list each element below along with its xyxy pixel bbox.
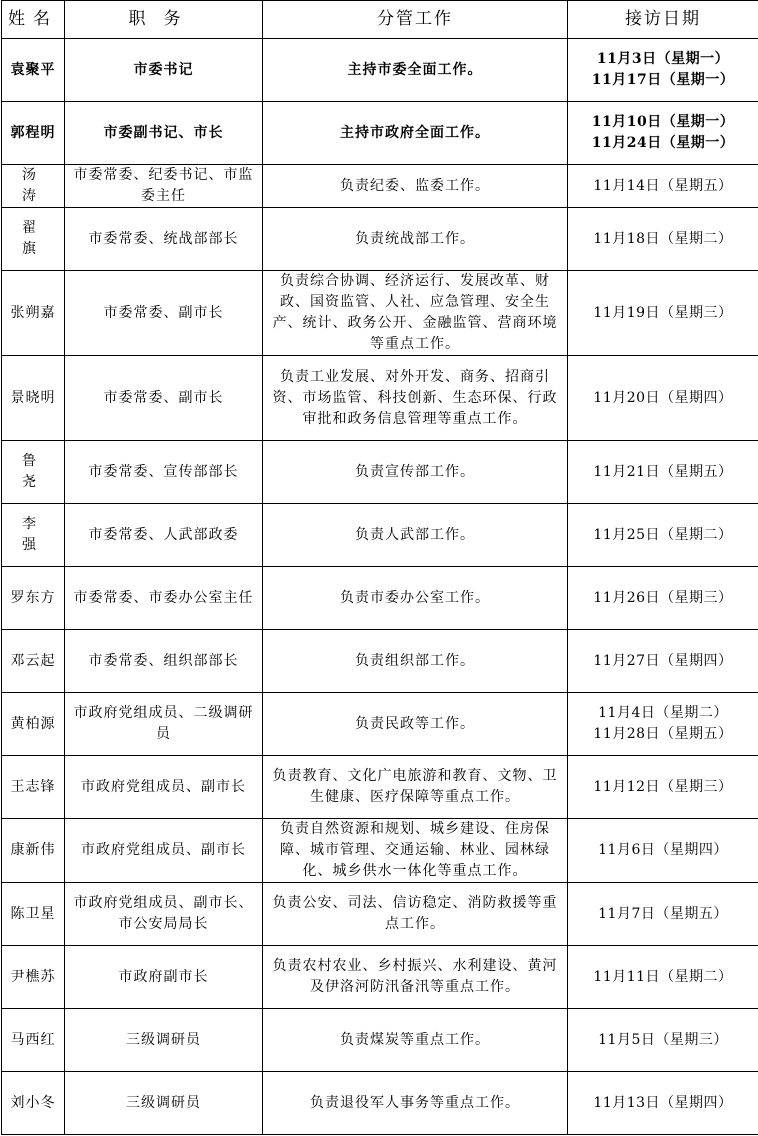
cell-date xyxy=(568,208,758,271)
cell-date xyxy=(568,946,758,1009)
reception-date: 11月24日（星期一） xyxy=(591,135,735,151)
cell-duty: 负责自然资源和规划、城乡建设、住房保障、城市管理、交通运输、林业、园林绿化、城乡供水一体化等重点工作。 xyxy=(263,819,568,883)
cell-duty: 负责市委办公室工作。 xyxy=(263,567,568,630)
cell-date xyxy=(568,441,758,504)
cell-date xyxy=(568,165,758,208)
reception-date: 11月3日（星期一） xyxy=(596,51,730,67)
reception-date: 11月21日（星期五） xyxy=(593,463,733,480)
reception-date: 11月28日（星期五） xyxy=(593,726,733,742)
cell-date xyxy=(568,356,758,441)
header-position: 职务 xyxy=(65,1,263,39)
table-row xyxy=(2,1072,758,1135)
header-date: 接访日期 xyxy=(568,1,758,39)
cell-position: 市政府副市长 xyxy=(65,946,263,1009)
header-duty: 分管工作 xyxy=(263,1,568,39)
table-row xyxy=(2,819,758,883)
cell-position: 市委书记 xyxy=(65,39,263,102)
reception-date: 11月20日（星期四） xyxy=(593,389,733,406)
reception-date: 11月25日（星期二） xyxy=(593,526,733,543)
reception-date: 11月27日（星期四） xyxy=(593,652,733,669)
cell-duty: 负责工业发展、对外开发、商务、招商引资、市场监管、科技创新、生态环保、行政审批和政务信息管理等重点工作。 xyxy=(263,356,568,441)
cell-name: 邓云起 xyxy=(2,630,65,693)
header-row xyxy=(2,1,758,39)
cell-date xyxy=(568,819,758,883)
reception-date: 11月11日（星期二） xyxy=(593,968,733,985)
table-row xyxy=(2,567,758,630)
cell-name: 陈卫星 xyxy=(2,883,65,946)
cell-position: 市政府党组成员、副市长 xyxy=(65,819,263,883)
header-name: 姓名 xyxy=(2,1,65,39)
reception-date: 11月4日（星期二） xyxy=(598,705,728,721)
cell-position: 三级调研员 xyxy=(65,1072,263,1135)
table-row xyxy=(2,883,758,946)
cell-date xyxy=(568,102,758,165)
cell-date xyxy=(568,504,758,567)
cell-name: 王志锋 xyxy=(2,756,65,819)
cell-name: 刘小冬 xyxy=(2,1072,65,1135)
table-row xyxy=(2,1009,758,1072)
cell-position: 市委常委、副市长 xyxy=(65,356,263,441)
table-row xyxy=(2,208,758,271)
cell-duty: 负责煤炭等重点工作。 xyxy=(263,1009,568,1072)
reception-date: 11月7日（星期五） xyxy=(598,905,728,922)
table-row xyxy=(2,165,758,208)
cell-name: 郭程明 xyxy=(2,102,65,165)
cell-duty: 主持市委全面工作。 xyxy=(263,39,568,102)
cell-position: 市委常委、组织部部长 xyxy=(65,630,263,693)
cell-date xyxy=(568,756,758,819)
cell-duty: 负责教育、文化广电旅游和教育、文物、卫生健康、医疗保障等重点工作。 xyxy=(263,756,568,819)
table-row xyxy=(2,693,758,756)
cell-duty: 负责公安、司法、信访稳定、消防救援等重点工作。 xyxy=(263,883,568,946)
cell-position: 市委常委、市委办公室主任 xyxy=(65,567,263,630)
cell-name: 景晓明 xyxy=(2,356,65,441)
cell-position: 市委常委、纪委书记、市监委主任 xyxy=(65,165,263,208)
table-row xyxy=(2,441,758,504)
reception-schedule-table xyxy=(1,0,758,1135)
cell-name: 袁聚平 xyxy=(2,39,65,102)
reception-date: 11月18日（星期二） xyxy=(593,230,733,247)
cell-duty: 负责退役军人事务等重点工作。 xyxy=(263,1072,568,1135)
reception-date: 11月6日（星期四） xyxy=(598,842,728,858)
cell-duty: 负责人武部工作。 xyxy=(263,504,568,567)
table-row xyxy=(2,756,758,819)
cell-name: 马西红 xyxy=(2,1009,65,1072)
cell-position: 市政府党组成员、副市长、市公安局局长 xyxy=(65,883,263,946)
cell-name: 尹樵苏 xyxy=(2,946,65,1009)
reception-date: 11月5日（星期三） xyxy=(598,1031,728,1048)
cell-name: 汤涛 xyxy=(2,165,65,208)
cell-duty: 负责纪委、监委工作。 xyxy=(263,165,568,208)
cell-position: 三级调研员 xyxy=(65,1009,263,1072)
cell-duty: 主持市政府全面工作。 xyxy=(263,102,568,165)
table-row xyxy=(2,356,758,441)
cell-date xyxy=(568,39,758,102)
cell-duty: 负责民政等工作。 xyxy=(263,693,568,756)
cell-name: 张朔嘉 xyxy=(2,271,65,356)
table-row xyxy=(2,946,758,1009)
cell-position: 市委常委、宣传部部长 xyxy=(65,441,263,504)
reception-date: 11月10日（星期一） xyxy=(591,114,735,130)
cell-position: 市政府党组成员、二级调研员 xyxy=(65,693,263,756)
table-row xyxy=(2,630,758,693)
table-body xyxy=(2,39,758,1135)
reception-date: 11月26日（星期三） xyxy=(593,589,733,606)
cell-position: 市委常委、统战部部长 xyxy=(65,208,263,271)
cell-duty: 负责宣传部工作。 xyxy=(263,441,568,504)
cell-date xyxy=(568,693,758,756)
cell-name: 罗东方 xyxy=(2,567,65,630)
cell-date xyxy=(568,883,758,946)
table-row xyxy=(2,271,758,356)
cell-date xyxy=(568,1009,758,1072)
cell-date xyxy=(568,1072,758,1135)
cell-name: 鲁尧 xyxy=(2,441,65,504)
cell-date xyxy=(568,271,758,356)
cell-date xyxy=(568,630,758,693)
cell-position: 市委常委、副市长 xyxy=(65,271,263,356)
reception-date: 11月17日（星期一） xyxy=(591,72,735,88)
reception-date: 11月19日（星期三） xyxy=(593,304,733,321)
cell-position: 市委常委、人武部政委 xyxy=(65,504,263,567)
cell-duty: 负责综合协调、经济运行、发展改革、财政、国资监管、人社、应急管理、安全生产、统计、政务公开、金融监管、营商环境等重点工作。 xyxy=(263,271,568,356)
cell-name: 黄柏源 xyxy=(2,693,65,756)
reception-date: 11月14日（星期五） xyxy=(593,177,733,194)
table-row xyxy=(2,39,758,102)
cell-name: 翟旗 xyxy=(2,208,65,271)
table-row xyxy=(2,504,758,567)
cell-name: 李强 xyxy=(2,504,65,567)
cell-duty: 负责组织部工作。 xyxy=(263,630,568,693)
cell-date xyxy=(568,567,758,630)
cell-name: 康新伟 xyxy=(2,819,65,883)
reception-date: 11月13日（星期四） xyxy=(593,1094,733,1111)
cell-position: 市政府党组成员、副市长 xyxy=(65,756,263,819)
reception-date: 11月12日（星期三） xyxy=(593,778,733,795)
cell-position: 市委副书记、市长 xyxy=(65,102,263,165)
cell-duty: 负责农村农业、乡村振兴、水利建设、黄河及伊洛河防汛备汛等重点工作。 xyxy=(263,946,568,1009)
cell-duty: 负责统战部工作。 xyxy=(263,208,568,271)
table-row xyxy=(2,102,758,165)
